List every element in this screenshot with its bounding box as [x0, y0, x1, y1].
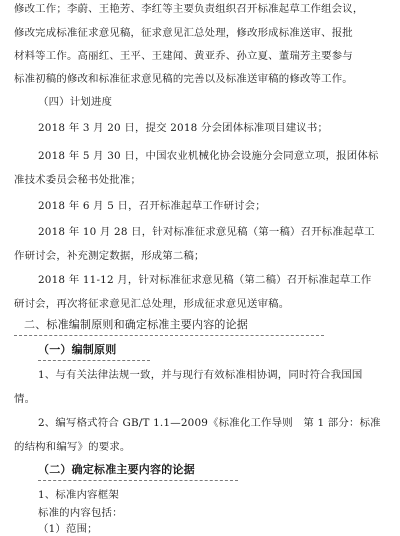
- content-item: 1、标准内容框架: [38, 489, 119, 501]
- content-item: 标准的内容包括：: [38, 507, 123, 519]
- paragraph-line: 作研讨会，补充测定数据，形成第二稿；: [14, 250, 205, 262]
- schedule-item: 2018 年 6 月 5 日，召开标准起草工作研讨会；: [38, 200, 266, 212]
- heading-divider: [38, 360, 150, 361]
- schedule-item: 2018 年 10 月 28 日，针对标准征求意见稿（第一稿）召开标准起草工: [38, 226, 375, 238]
- principle-item: 2、编写格式符合 GB/T 1.1—2009《标准化工作导则 第 1 部分：标准: [38, 417, 381, 429]
- paragraph-line: 情。: [14, 393, 36, 405]
- content-item: （1）范围；: [38, 523, 98, 535]
- heading-divider: [14, 335, 324, 336]
- schedule-item: 2018 年 11-12 月，针对标准征求意见稿（第二稿）召开标准起草工作: [38, 274, 372, 286]
- subsection-heading-principles: （一）编制原则: [38, 343, 117, 356]
- paragraph-line: 材料等工作。高丽红、王平、王建闻、黄亚乔、孙立夏、董瑞芳主要参与: [14, 50, 353, 62]
- heading-divider: [38, 480, 238, 481]
- section-heading-schedule: （四）计划进度: [38, 96, 113, 108]
- subsection-heading-evidence: （二）确定标准主要内容的论据: [38, 463, 195, 476]
- paragraph-line: 准技术委员会秘书处批准；: [14, 174, 142, 186]
- paragraph-line: 修改完成标准征求意见稿，征求意见汇总处理，修改形成标准送审、报批: [14, 27, 353, 39]
- schedule-item: 2018 年 3 月 20 日，提交 2018 分会团体标准项目建议书；: [38, 122, 329, 134]
- principle-item: 1、与有关法律法规一致，并与现行有效标准相协调，同时符合我国国: [38, 369, 363, 381]
- paragraph-line: 标准初稿的修改和标准征求意见稿的完善以及标准送审稿的修改等工作。: [14, 73, 353, 85]
- paragraph-line: 修改工作；李蔚、王艳芳、李红等主要负责组织召开标准起草工作组会议，: [14, 3, 364, 15]
- schedule-item: 2018 年 5 月 30 日，中国农业机械化协会设施分会同意立项，报团体标: [38, 150, 379, 162]
- paragraph-line: 研讨会，再次将征求意见汇总处理，形成征求意见送审稿。: [14, 298, 290, 310]
- paragraph-line: 的结构和编写》的要求。: [14, 441, 131, 453]
- section-heading-principles: 二、标准编制原则和确定标准主要内容的论据: [24, 318, 248, 331]
